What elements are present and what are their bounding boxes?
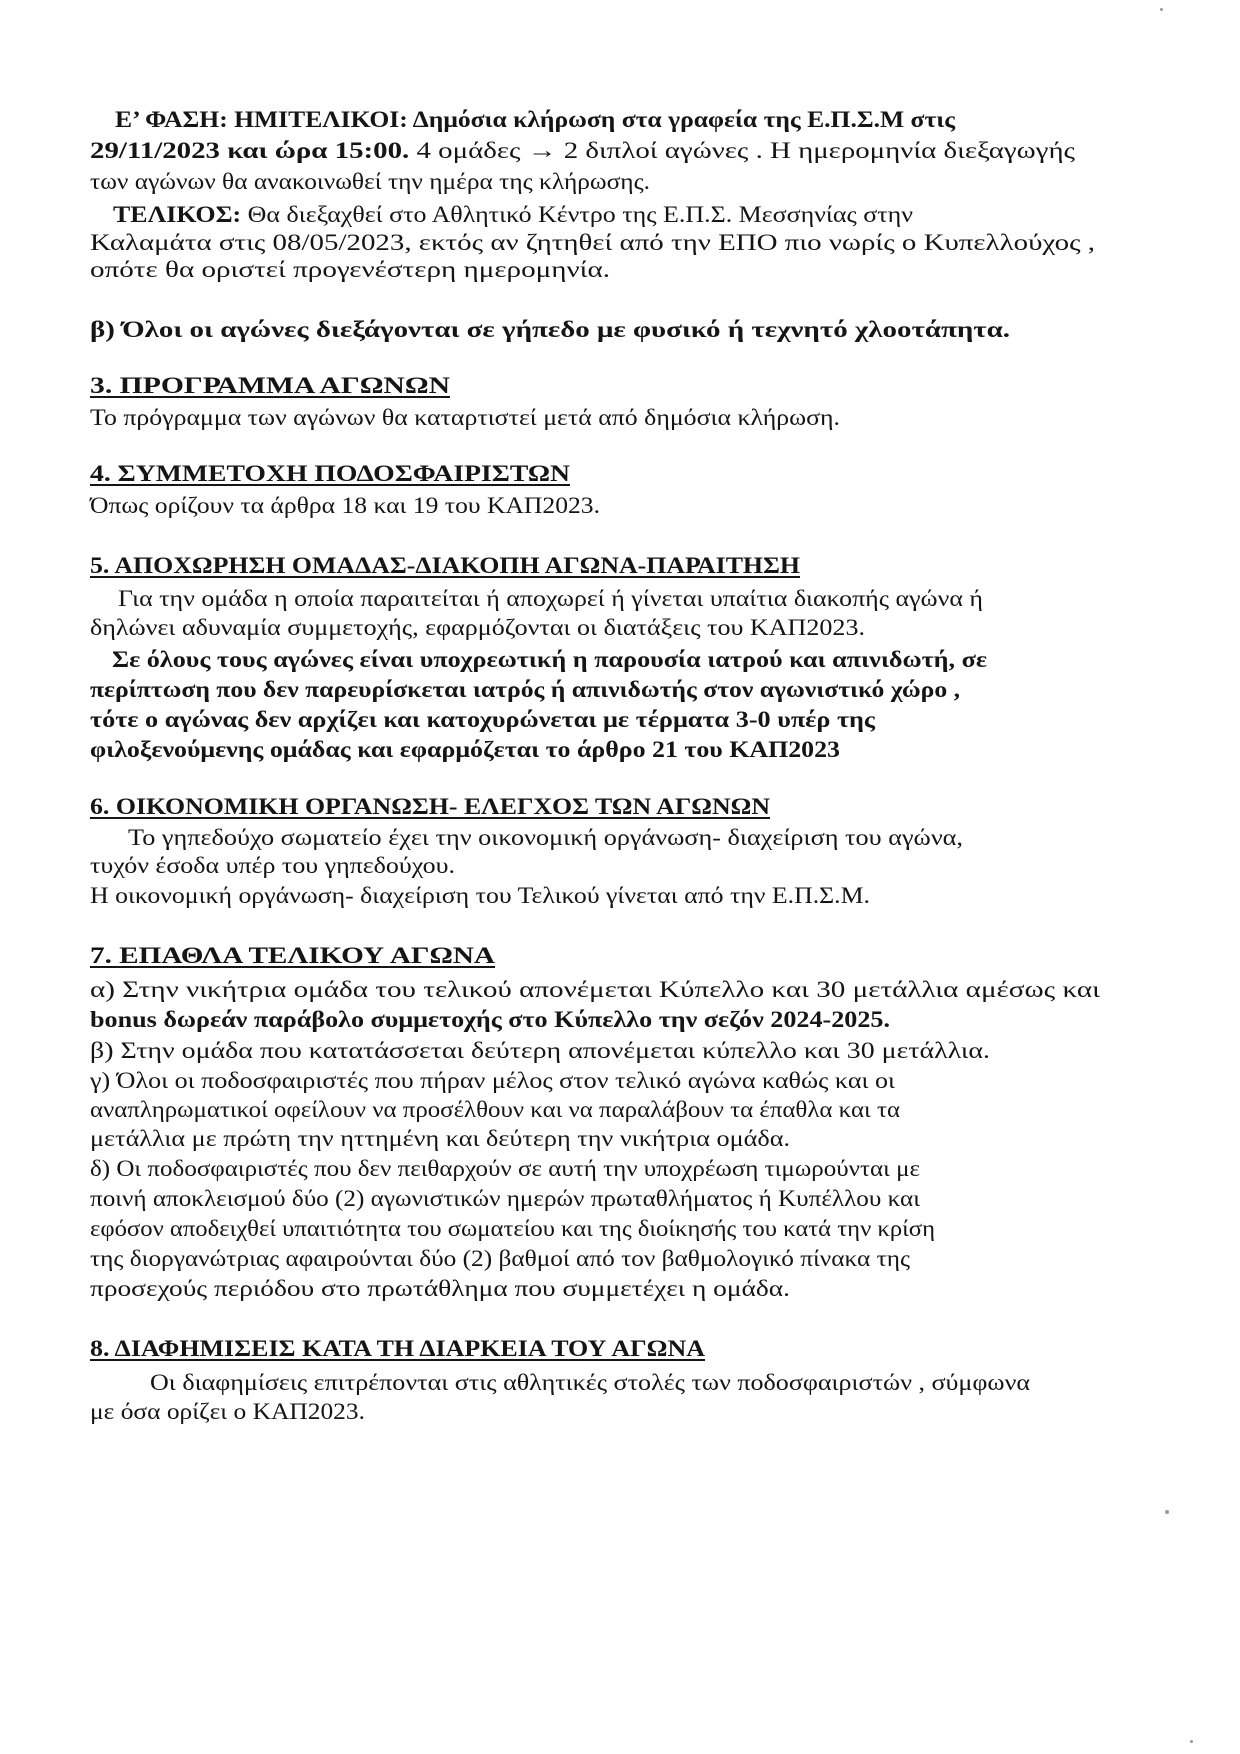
text-line — [90, 851, 455, 881]
text-line — [115, 105, 955, 135]
text-run: 4 ομάδες → 2 διπλοί αγώνες . Η ημερομηνία διεξαγωγής — [409, 138, 1075, 164]
bold-text: περίπτωση που δεν παρευρίσκεται ιατρός ή απινιδωτής στον αγωνιστικό χώρο , — [90, 677, 961, 703]
section-heading — [90, 459, 570, 489]
text-run: τυχόν έσοδα υπέρ του γηπεδούχου. — [90, 853, 455, 879]
heading-text: 5. ΑΠΟΧΩΡΗΣΗ ΟΜΑΔΑΣ-ΔΙΑΚΟΠΗ ΑΓΩΝΑ-ΠΑΡΑΙΤΗΣΗ — [90, 553, 800, 579]
text-line — [90, 975, 1100, 1005]
text-line — [90, 1184, 920, 1214]
text-line — [90, 1005, 890, 1035]
heading-text: 6. ΟΙΚΟΝΟΜΙΚΗ ΟΡΓΑΝΩΣΗ- ΕΛΕΓΧΟΣ ΤΩΝ ΑΓΩΝΩΝ — [90, 794, 770, 820]
text-line — [90, 881, 870, 911]
text-run: Το γηπεδούχο σωματείο έχει την οικονομική οργάνωση- διαχείριση του αγώνα, — [128, 825, 963, 851]
text-line — [90, 705, 875, 735]
text-line — [90, 1154, 920, 1184]
section-heading — [90, 792, 770, 822]
text-run: προσεχούς περιόδου στο πρωτάθλημα που συμμετέχει η ομάδα. — [90, 1276, 790, 1302]
text-line — [118, 584, 983, 614]
text-line — [90, 136, 1075, 166]
text-run: μετάλλια με πρώτη την ηττημένη και δεύτερη την νικήτρια ομάδα. — [90, 1126, 790, 1152]
text-run: β) Στην ομάδα που κατατάσσεται δεύτερη απονέμεται κύπελλο και 30 μετάλλια. — [90, 1038, 990, 1064]
heading-text: 8. ΔΙΑΦΗΜΙΣΕΙΣ ΚΑΤΑ ΤΗ ΔΙΑΡΚΕΙΑ ΤΟΥ ΑΓΩΝΑ — [90, 1336, 705, 1362]
section-heading — [90, 551, 800, 581]
text-line — [90, 403, 840, 433]
text-run: α) Στην νικήτρια ομάδα του τελικού απονέμεται Κύπελλο και 30 μετάλλια αμέσως και — [90, 977, 1100, 1003]
heading-text: 7. ΕΠΑΘΛΑ ΤΕΛΙΚΟΥ ΑΓΩΝΑ — [90, 943, 495, 969]
text-run: οπότε θα οριστεί προγενέστερη ημερομηνία. — [90, 257, 610, 283]
section-heading — [90, 1334, 705, 1364]
text-line — [90, 1244, 910, 1274]
text-line — [90, 228, 1095, 258]
bold-text: τότε ο αγώνας δεν αρχίζει και κατοχυρώνεται με τέρματα 3-0 υπέρ της — [90, 707, 875, 733]
text-line — [90, 1066, 895, 1096]
heading-text: 3. ΠΡΟΓΡΑΜΜΑ ΑΓΩΝΩΝ — [90, 373, 450, 399]
scan-speck — [1160, 8, 1163, 11]
text-line — [90, 1095, 900, 1125]
text-line — [90, 1274, 790, 1304]
text-run: Όπως ορίζουν τα άρθρα 18 και 19 του ΚΑΠ2023. — [90, 493, 600, 519]
text-line — [113, 200, 913, 230]
bold-text: bonus δωρεάν παράβολο συμμετοχής στο Κύπελλο την σεζόν 2024-2025. — [90, 1007, 890, 1033]
text-run: Το πρόγραμμα των αγώνων θα καταρτιστεί μετά από δημόσια κλήρωση. — [90, 405, 841, 431]
text-run: με όσα ορίζει ο ΚΑΠ2023. — [90, 1399, 365, 1425]
text-line — [90, 255, 610, 285]
text-line — [90, 613, 865, 643]
text-line — [90, 1124, 790, 1154]
text-line — [90, 1214, 935, 1244]
section-heading — [90, 371, 450, 401]
text-run: Θα διεξαχθεί στο Αθλητικό Κέντρο της Ε.Π.Σ. Μεσσηνίας στην — [241, 202, 913, 228]
bold-text: 29/11/2023 και ώρα 15:00. — [90, 138, 410, 164]
text-run: δηλώνει αδυναμία συμμετοχής, εφαρμόζονται οι διατάξεις του ΚΑΠ2023. — [90, 615, 865, 641]
text-line — [90, 491, 600, 521]
text-run: Καλαμάτα στις 08/05/2023, εκτός αν ζητηθεί από την ΕΠΟ πιο νωρίς ο Κυπελλούχος , — [90, 230, 1095, 256]
bold-text: Ε’ ΦΑΣΗ: ΗΜΙΤΕΛΙΚΟΙ: Δημόσια κλήρωση στα γραφεία της Ε.Π.Σ.Μ στις — [115, 107, 955, 133]
text-line — [112, 645, 987, 675]
text-run: Οι διαφημίσεις επιτρέπονται στις αθλητικές στολές των ποδοσφαιριστών , σύμφωνα — [150, 1370, 1030, 1396]
text-run: αναπληρωματικοί οφείλουν να προσέλθουν και να παραλάβουν τα έπαθλα και τα — [90, 1097, 901, 1123]
text-line — [150, 1368, 1030, 1398]
bold-text: Σε όλους τους αγώνες είναι υποχρεωτική η παρουσία ιατρού και απινιδωτή, σε — [112, 647, 987, 673]
text-line — [90, 1036, 990, 1066]
text-run: Για την ομάδα η οποία παραιτείται ή αποχωρεί ή γίνεται υπαίτια διακοπής αγώνα ή — [118, 586, 983, 612]
text-line — [90, 675, 960, 705]
text-run: της διοργανώτριας αφαιρούνται δύο (2) βαθμοί από τον βαθμολογικό πίνακα της — [90, 1246, 910, 1272]
text-run: Η οικονομική οργάνωση- διαχείριση του Τελικού γίνεται από την Ε.Π.Σ.Μ. — [90, 883, 871, 909]
heading-text: 4. ΣΥΜΜΕΤΟΧΗ ΠΟΔΟΣΦΑΙΡΙΣΤΩΝ — [90, 461, 570, 487]
scan-speck — [1165, 1510, 1169, 1514]
text-run: ποινή αποκλεισμού δύο (2) αγωνιστικών ημερών πρωταθλήματος ή Κυπέλλου και — [90, 1186, 920, 1212]
text-run: γ) Όλοι οι ποδοσφαιριστές που πήραν μέλος στον τελικό αγώνα καθώς και οι — [90, 1068, 895, 1094]
scan-speck — [1190, 1740, 1193, 1743]
text-run: εφόσον αποδειχθεί υπαιτιότητα του σωματείου και της διοίκησής του κατά την κρίση — [90, 1216, 935, 1242]
bold-text: φιλοξενούμενης ομάδας και εφαρμόζεται το άρθρο 21 του ΚΑΠ2023 — [90, 737, 840, 763]
text-line — [90, 1397, 365, 1427]
text-line — [90, 735, 840, 765]
bold-text: β) Όλοι οι αγώνες διεξάγονται σε γήπεδο με φυσικό ή τεχνητό χλοοτάπητα. — [90, 317, 1010, 343]
text-run: των αγώνων θα ανακοινωθεί την ημέρα της κλήρωσης. — [90, 169, 650, 195]
text-line — [128, 823, 963, 853]
text-line — [90, 167, 650, 197]
text-run: δ) Οι ποδοσφαιριστές που δεν πειθαρχούν σε αυτή την υποχρέωση τιμωρούνται με — [90, 1156, 920, 1182]
text-line — [90, 315, 1010, 345]
section-heading — [90, 941, 495, 971]
bold-text: ΤΕΛΙΚΟΣ: — [113, 202, 242, 228]
